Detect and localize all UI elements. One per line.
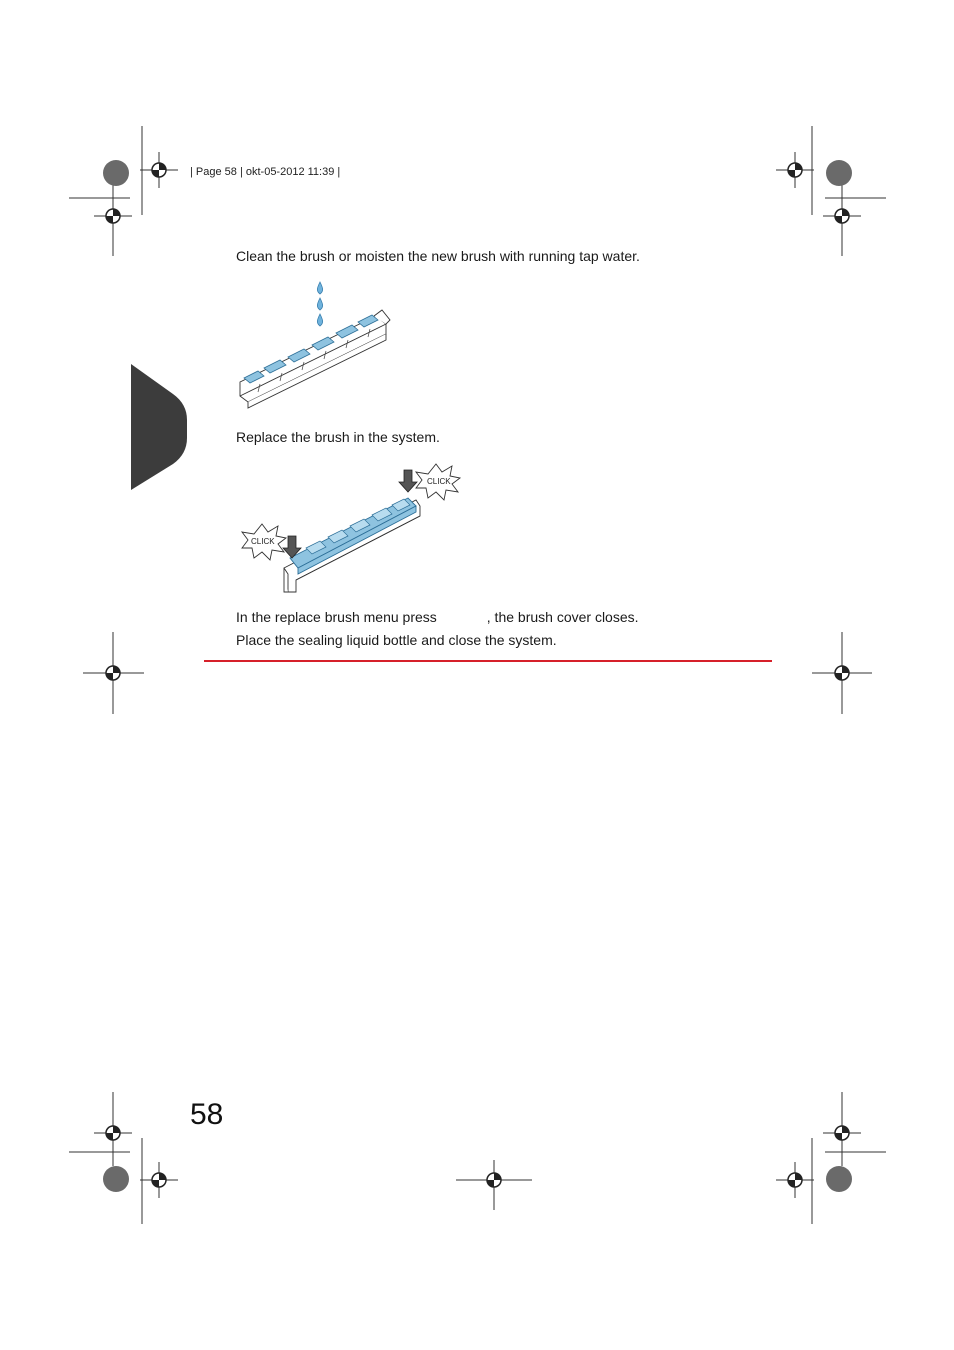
close-system-instruction: Place the sealing liquid bottle and close the system.: [236, 632, 557, 648]
menu-instruction-after: , the brush cover closes.: [486, 609, 639, 625]
replace-brush-instruction: Replace the brush in the system.: [236, 429, 440, 445]
brush-insertion-illustration: [240, 460, 464, 594]
section-divider: [204, 660, 772, 662]
brush-washing-illustration: [236, 280, 396, 412]
menu-instruction: [236, 608, 639, 626]
water-drops-icon: [317, 282, 322, 326]
page-number: 58: [190, 1098, 224, 1131]
chapter-tab-marker: [131, 364, 189, 492]
clean-brush-instruction: Clean the brush or moisten the new brush with running tap water.: [236, 248, 640, 264]
click-label-right: CLICK: [427, 477, 451, 486]
click-label-left: CLICK: [251, 537, 275, 546]
menu-instruction-before: In the replace brush menu press: [236, 609, 437, 625]
print-slug: | Page 58 | okt-05-2012 11:39 |: [190, 166, 341, 178]
